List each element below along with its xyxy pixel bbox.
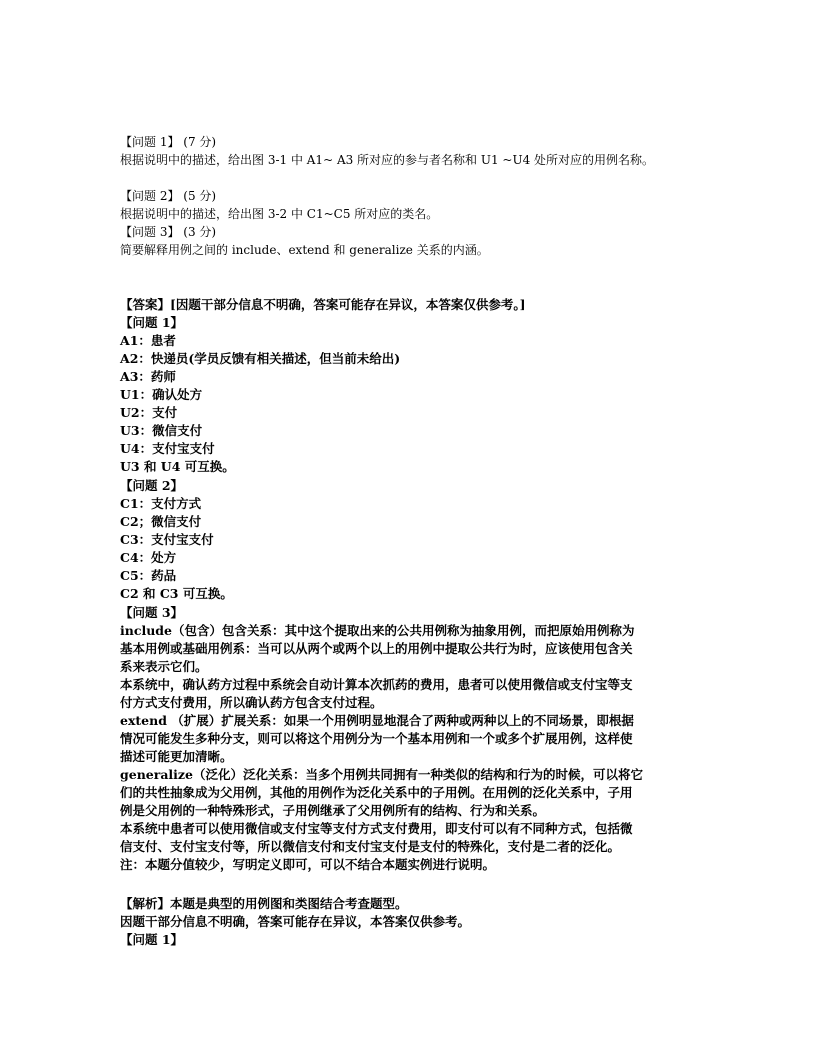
answer-line: U3 和 U4 可互换。	[120, 459, 235, 474]
answer-line: C4：处方	[120, 550, 177, 565]
answer-line: A3：药师	[120, 369, 176, 384]
question-3-text: 简要解释用例之间的 include、extend 和 generalize 关系的内涵。	[120, 243, 489, 257]
answer-problem-1-title: 【问题 1】	[120, 315, 184, 330]
answer-line: C3：支付宝支付	[120, 532, 214, 547]
question-2-text: 根据说明中的描述，给出图 3-2 中 C1~C5 所对应的类名。	[120, 207, 439, 221]
answer-line: A1：患者	[120, 333, 176, 348]
analysis-header: 【解析】本题是典型的用例图和类图结合考查题型。	[120, 896, 408, 911]
answer-line: extend （扩展）扩展关系：如果一个用例明显地混合了两种或两种以上的不同场景，即根据	[120, 713, 634, 728]
answer-line: 注：本题分值较少，写明定义即可，可以不结合本题实例进行说明。	[120, 857, 496, 872]
answer-line: U4：支付宝支付	[120, 441, 215, 456]
answer-line: 信支付、支付宝支付等，所以微信支付和支付宝支付是支付的特殊化，支付是二者的泛化。	[120, 839, 621, 854]
answer-line: C5：药品	[120, 568, 177, 583]
answer-line: U1：确认处方	[120, 387, 203, 402]
answer-line: C2 和 C3 可互换。	[120, 586, 233, 601]
analysis-line: 因题干部分信息不明确，答案可能存在异议，本答案仅供参考。	[120, 914, 471, 929]
answer-line: U2：支付	[120, 405, 178, 420]
answer-line: C1：支付方式	[120, 496, 202, 511]
answer-line: C2；微信支付	[120, 514, 202, 529]
answer-line: U3：微信支付	[120, 423, 203, 438]
answer-line: 情况可能发生多种分支，则可以将这个用例分为一个基本用例和一个或多个扩展用例，这样使	[120, 731, 633, 746]
answer-line: 基本用例或基础用例系：当可以从两个或两个以上的用例中提取公共行为时，应该使用包含关	[120, 641, 633, 656]
answer-header: 【答案】[因题干部分信息不明确，答案可能存在异议，本答案仅供参考。]	[120, 297, 526, 312]
answer-line: 例是父用例的一种特殊形式，子用例继承了父用例所有的结构、行为和关系。	[120, 803, 546, 818]
answer-line: 本系统中患者可以使用微信或支付宝等支付方式支付费用，即支付可以有不同种方式，包括微	[120, 821, 633, 836]
answer-problem-2-title: 【问题 2】	[120, 478, 184, 493]
answer-line: 本系统中，确认药方过程中系统会自动计算本次抓药的费用，患者可以使用微信或支付宝等支	[120, 677, 633, 692]
answer-line: 们的共性抽象成为父用例，其他的用例作为泛化关系中的子用例。在用例的泛化关系中，子用	[120, 785, 633, 800]
question-1-text: 根据说明中的描述，给出图 3-1 中 A1~ A3 所对应的参与者名称和 U1 ~U4 处所对应的用例名称。	[120, 153, 655, 167]
question-1-title: 【问题 1】 (7 分)	[120, 135, 217, 149]
analysis-problem-1-title: 【问题 1】	[120, 932, 184, 947]
answer-line: 系来表示它们。	[120, 659, 208, 674]
answer-line: 付方式支付费用，所以确认药方包含支付过程。	[120, 695, 383, 710]
answer-line: 描述可能更加清晰。	[120, 749, 233, 764]
answer-problem-3-title: 【问题 3】	[120, 605, 184, 620]
question-3-title: 【问题 3】 (3 分)	[120, 225, 217, 239]
answer-line: generalize（泛化）泛化关系：当多个用例共同拥有一种类似的结构和行为的时候，可以将它	[120, 767, 643, 782]
answer-line: A2：快递员(学员反馈有相关描述，但当前未给出)	[120, 351, 401, 366]
question-2-title: 【问题 2】 (5 分)	[120, 189, 217, 203]
answer-line: include（包含）包含关系：其中这个提取出来的公共用例称为抽象用例，而把原始用例称为	[120, 623, 635, 638]
